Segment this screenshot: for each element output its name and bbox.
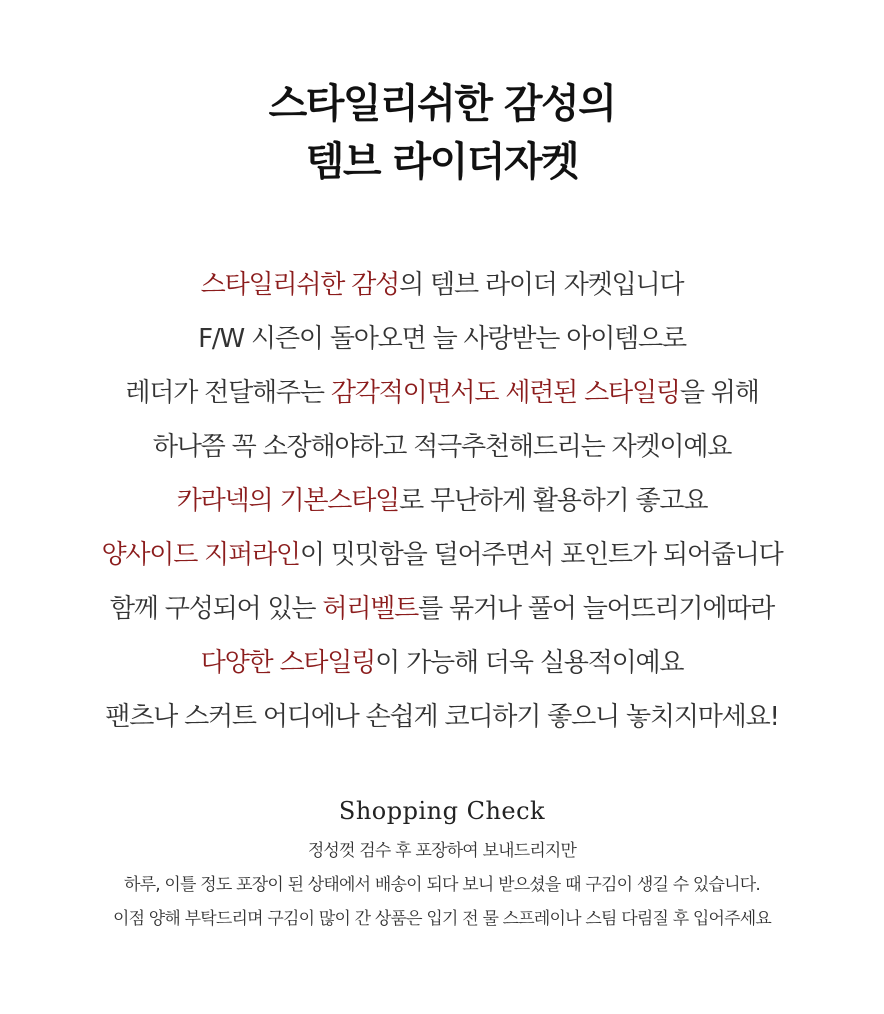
highlight-text: 카라넥의 기본스타일 [176,486,400,516]
description-line-7 [0,582,884,636]
highlight-text: 양사이드 지퍼라인 [101,540,300,570]
description-line-5 [0,474,884,528]
shopping-check-section [0,794,884,936]
shopping-check-line-1: 정성껏 검수 후 포장하여 보내드리지만 [307,841,577,861]
description-line-9 [0,690,884,744]
description-text: F/W 시즌이 돌아오면 늘 사랑받는 아이템으로 [198,324,686,354]
description-text: 을 위해 [679,378,759,408]
description-line-2 [0,312,884,366]
shopping-check-title: Shopping Check [338,797,546,825]
description-text: 레더가 전달해주는 [125,378,331,408]
description-line-3 [0,366,884,420]
description-line-8 [0,636,884,690]
headline-line-2: 템브 라이더자켓 [305,139,579,185]
description-line-4 [0,420,884,474]
description-text: 이 밋밋함을 덜어주면서 포인트가 되어줍니다 [299,540,783,570]
highlight-text: 세련된 스타일링 [505,378,680,408]
description-text: 의 템브 라이더 자켓입니다 [399,270,684,300]
highlight-text: 허리벨트 [322,594,419,624]
description-text: 이 가능해 더욱 실용적이예요 [375,648,684,678]
description-text: 를 묶거나 풀어 늘어뜨리기에따라 [418,594,775,624]
description-text: 함께 구성되어 있는 [109,594,323,624]
highlight-text: 감각적이면서도 [330,378,499,408]
highlight-text: 스타일리쉬한 감성 [200,270,400,300]
headline-line-1: 스타일리쉬한 감성의 [268,81,616,127]
description-text: 팬츠나 스커트 어디에나 손쉽게 코디하기 좋으니 놓치지마세요! [105,702,779,732]
shopping-check-line-3: 이점 양해 부탁드리며 구김이 많이 간 상품은 입기 전 물 스프레이나 스팀 다림질 후 입어주세요 [112,909,772,929]
description-line-1 [0,258,884,312]
description-text: 로 무난하게 활용하기 좋고요 [399,486,708,516]
description-text: 하나쯤 꼭 소장해야하고 적극추천해드리는 자켓이예요 [152,432,732,462]
product-description [0,258,884,744]
highlight-text: 다양한 스타일링 [200,648,376,678]
shopping-check-line-2: 하루, 이틀 정도 포장이 된 상태에서 배송이 되다 보니 받으셨을 때 구김이 생길 수 있습니다. [123,875,761,895]
description-line-6 [0,528,884,582]
